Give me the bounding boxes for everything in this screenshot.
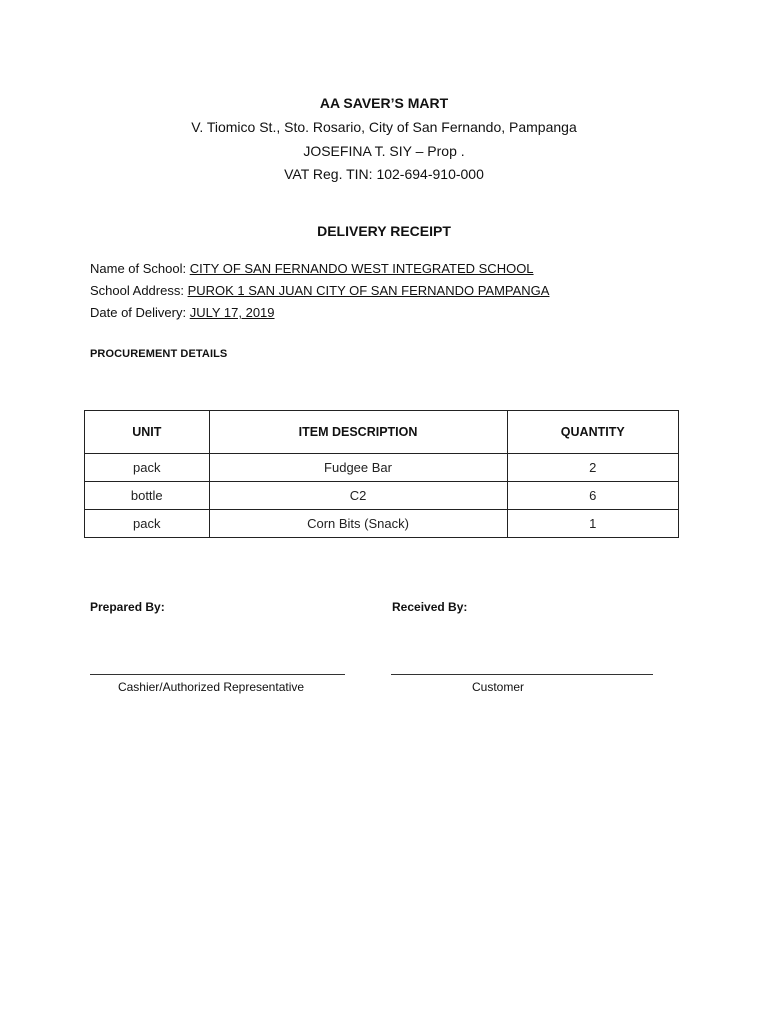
- school-name-value: CITY OF SAN FERNANDO WEST INTEGRATED SCHOOL: [189, 261, 534, 276]
- vat-tin: VAT Reg. TIN: 102-694-910-000: [284, 166, 484, 182]
- column-header-item-description: ITEM DESCRIPTION: [209, 411, 507, 454]
- table-row: [85, 454, 679, 482]
- received-signature-line: [391, 666, 653, 675]
- procurement-table: [84, 410, 679, 538]
- delivery-date-value: JULY 17, 2019: [189, 305, 275, 320]
- school-name-field: [90, 261, 534, 277]
- company-name: AA SAVER’S MART: [319, 95, 449, 111]
- prepared-by-caption: Cashier/Authorized Representative: [117, 680, 305, 694]
- company-address: V. Tiomico St., Sto. Rosario, City of San Fernando, Pampanga: [191, 119, 577, 135]
- cell-unit: pack: [85, 454, 210, 482]
- cell-description: Fudgee Bar: [209, 454, 507, 482]
- table-row: [85, 510, 679, 538]
- cell-unit: bottle: [85, 482, 210, 510]
- school-address-field: [90, 283, 549, 299]
- received-by-label: Received By:: [392, 600, 468, 614]
- received-by-caption: Customer: [471, 680, 524, 694]
- school-name-label: Name of School:: [90, 261, 190, 276]
- delivery-date-field: [90, 305, 275, 321]
- cell-description: Corn Bits (Snack): [209, 510, 507, 538]
- prepared-signature-line: [90, 666, 345, 675]
- delivery-date-label: Date of Delivery:: [90, 305, 190, 320]
- cell-unit: pack: [85, 510, 210, 538]
- cell-quantity: 1: [507, 510, 679, 538]
- cell-quantity: 6: [507, 482, 679, 510]
- cell-description: C2: [209, 482, 507, 510]
- cell-quantity: 2: [507, 454, 679, 482]
- column-header-unit: UNIT: [85, 411, 210, 454]
- school-address-value: PUROK 1 SAN JUAN CITY OF SAN FERNANDO PAMPANGA: [187, 283, 550, 298]
- procurement-details-heading: PROCUREMENT DETAILS: [90, 348, 228, 360]
- school-address-label: School Address:: [90, 283, 188, 298]
- table-header-row: [85, 411, 679, 454]
- document-title: DELIVERY RECEIPT: [317, 223, 451, 239]
- table-row: [85, 482, 679, 510]
- proprietor-name: JOSEFINA T. SIY – Prop .: [303, 143, 465, 159]
- prepared-by-label: Prepared By:: [90, 600, 165, 614]
- column-header-quantity: QUANTITY: [507, 411, 679, 454]
